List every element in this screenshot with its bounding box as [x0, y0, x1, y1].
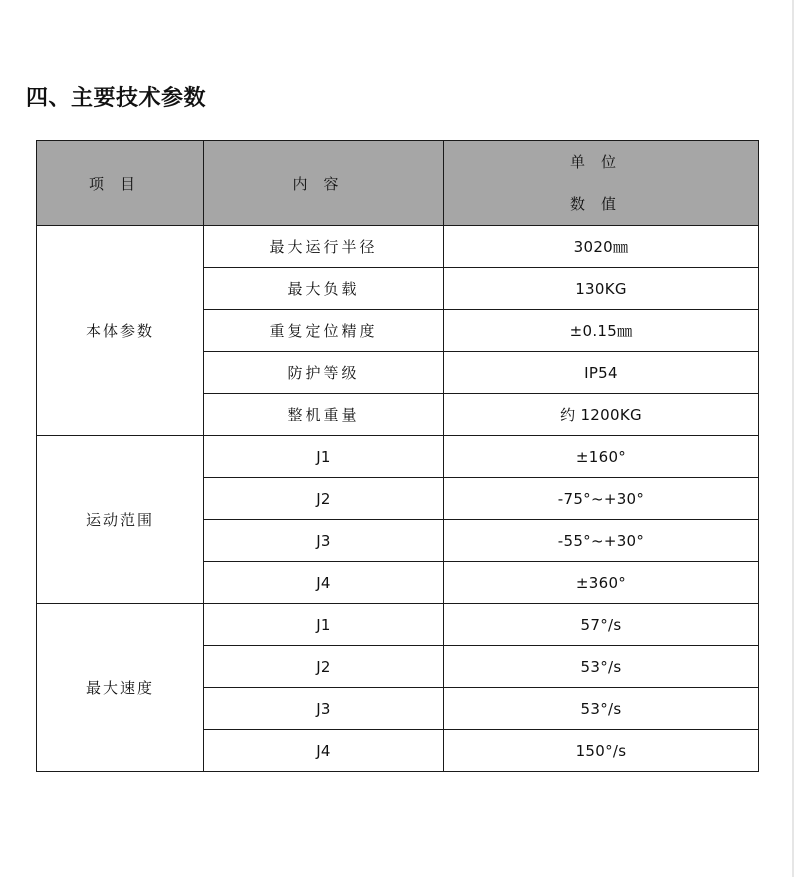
- param-label: 整机重量: [204, 394, 444, 436]
- table-row: [37, 604, 759, 646]
- param-label: 最大负载: [204, 268, 444, 310]
- header-item: 项目: [37, 141, 204, 226]
- spec-table: [36, 140, 759, 772]
- axis-label: J1: [204, 604, 444, 646]
- axis-label: J3: [204, 688, 444, 730]
- axis-label: J4: [204, 562, 444, 604]
- param-value: 3020㎜: [444, 226, 759, 268]
- group-motion-range: 运动范围: [37, 436, 204, 604]
- section-heading: 四、主要技术参数: [26, 86, 207, 111]
- axis-label: J2: [204, 478, 444, 520]
- axis-speed: 57°/s: [444, 604, 759, 646]
- axis-range: -55°~+30°: [444, 520, 759, 562]
- axis-label: J1: [204, 436, 444, 478]
- axis-range: ±360°: [444, 562, 759, 604]
- axis-label: J4: [204, 730, 444, 772]
- param-label: 防护等级: [204, 352, 444, 394]
- header-value: 数值: [569, 195, 632, 213]
- group-max-speed: 最大速度: [37, 604, 204, 772]
- table-row: [37, 226, 759, 268]
- param-value: ±0.15㎜: [444, 310, 759, 352]
- param-value: 约 1200KG: [444, 394, 759, 436]
- table-row: [37, 436, 759, 478]
- param-value: 130KG: [444, 268, 759, 310]
- header-unit-value: [444, 141, 759, 226]
- header-unit: 单位: [569, 153, 632, 171]
- header-content: 内容: [204, 141, 444, 226]
- param-value: IP54: [444, 352, 759, 394]
- group-body-params: 本体参数: [37, 226, 204, 436]
- axis-speed: 53°/s: [444, 688, 759, 730]
- axis-label: J3: [204, 520, 444, 562]
- axis-speed: 150°/s: [444, 730, 759, 772]
- axis-label: J2: [204, 646, 444, 688]
- axis-speed: 53°/s: [444, 646, 759, 688]
- axis-range: -75°~+30°: [444, 478, 759, 520]
- axis-range: ±160°: [444, 436, 759, 478]
- table-header-row: [37, 141, 759, 226]
- param-label: 最大运行半径: [204, 226, 444, 268]
- param-label: 重复定位精度: [204, 310, 444, 352]
